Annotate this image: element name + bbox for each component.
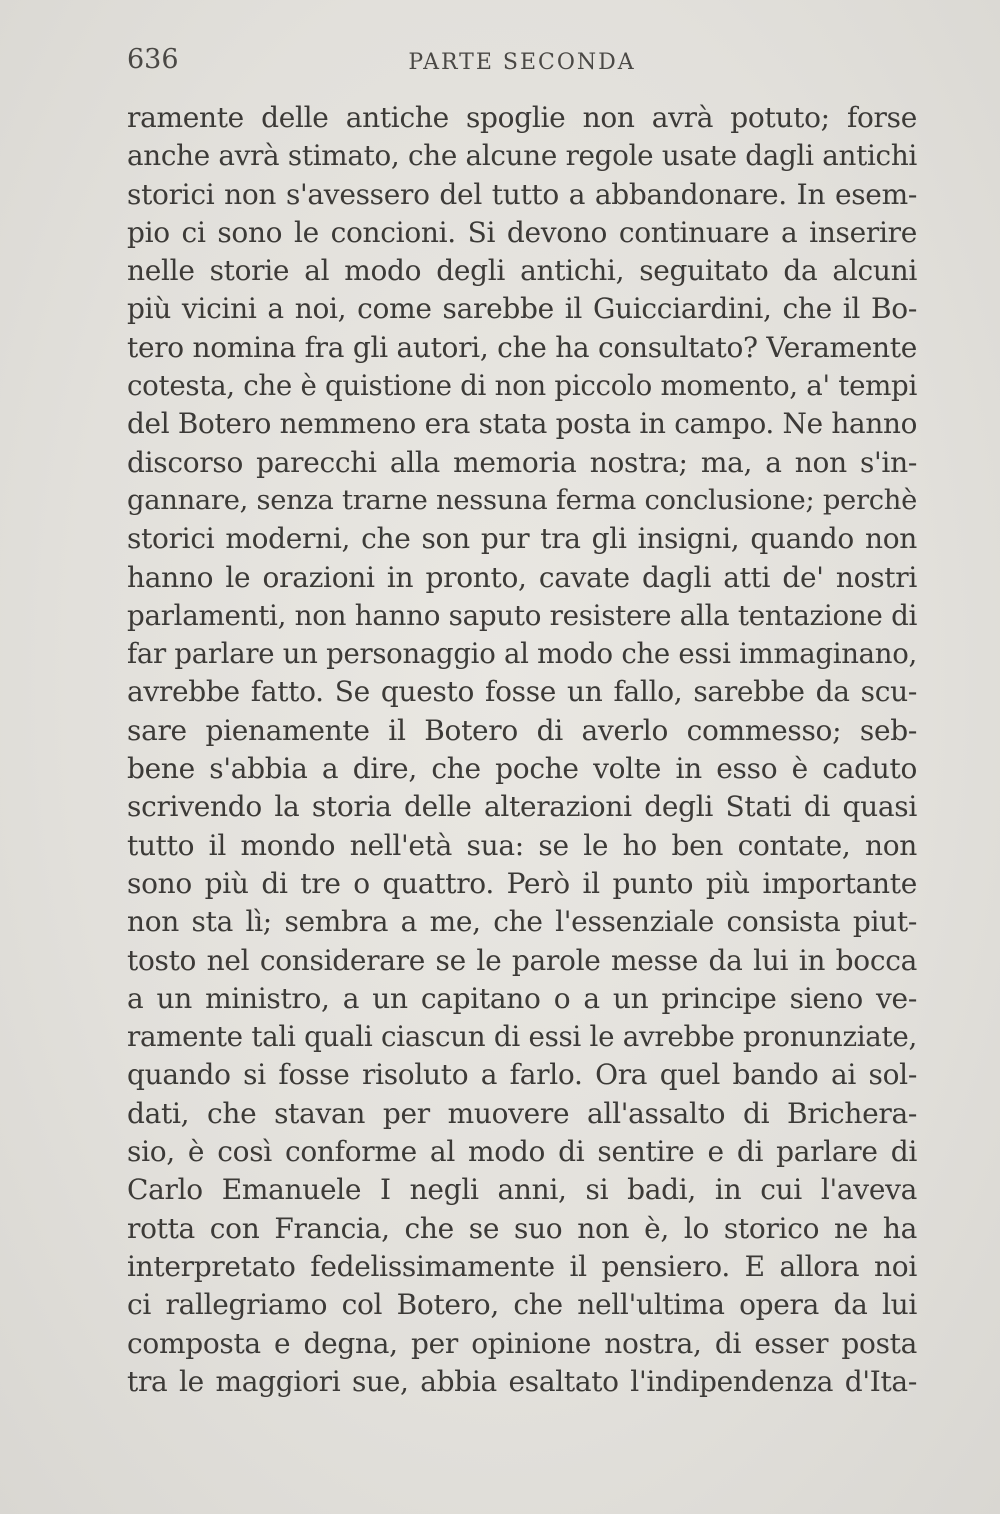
text-line: più vicini a noi, come sarebbe il Guicciardini, che il Bo- <box>127 292 917 326</box>
text-line: sare pienamente il Botero di averlo commesso; seb- <box>127 713 917 747</box>
text-line: sono più di tre o quattro. Però il punto più importante <box>127 866 917 900</box>
text-line: ramente delle antiche spoglie non avrà potuto; forse <box>127 101 917 134</box>
page-header <box>127 40 917 80</box>
text-line: bene s'abbia a dire, che poche volte in esso è caduto <box>127 752 917 786</box>
text-line: pio ci sono le concioni. Si devono continuare a inserire <box>127 215 917 249</box>
text-line: avrebbe fatto. Se questo fosse un fallo, sarebbe da scu- <box>127 675 917 709</box>
text-line: nelle storie al modo degli antichi, seguitato da alcuni <box>127 254 917 288</box>
body-text <box>127 99 917 1401</box>
text-line: rotta con Francia, che se suo non è, lo storico ne ha <box>127 1211 917 1245</box>
text-line: composta e degna, per opinione nostra, di esser posta <box>127 1326 917 1360</box>
text-line: non sta lì; sembra a me, che l'essenziale consista piut- <box>127 905 917 939</box>
text-line: tosto nel considerare se le parole messe da lui in bocca <box>127 943 917 977</box>
text-line: tutto il mondo nell'età sua: se le ho ben contate, non <box>127 828 917 862</box>
text-line: del Botero nemmeno era stata posta in campo. Ne hanno <box>127 407 918 441</box>
text-line: tero nomina fra gli autori, che ha consultato? Veramente <box>127 330 917 364</box>
text-line: discorso parecchi alla memoria nostra; ma, a non s'in- <box>127 445 917 479</box>
text-line: ramente tali quali ciascun di essi le avrebbe pronunziate, <box>127 1020 917 1054</box>
text-line: storici moderni, che son pur tra gli insigni, quando non <box>127 522 917 556</box>
running-head: PARTE SECONDA <box>408 50 636 75</box>
text-line: gannare, senza trarne nessuna ferma conclusione; perchè <box>127 484 917 516</box>
text-line: anche avrà stimato, che alcune regole usate dagli antichi <box>127 139 917 173</box>
page-number: 636 <box>127 44 179 75</box>
text-line: far parlare un personaggio al modo che essi immaginano, <box>127 638 917 671</box>
text-line: interpretato fedelissimamente il pensiero. E allora noi <box>127 1249 917 1283</box>
text-line: a un ministro, a un capitano o a un principe sieno ve- <box>127 981 917 1015</box>
text-line: tra le maggiori sue, abbia esaltato l'indipendenza d'Ita- <box>127 1364 917 1398</box>
text-line: parlamenti, non hanno saputo resistere alla tentazione di <box>127 598 918 632</box>
text-line: hanno le orazioni in pronto, cavate dagli atti de' nostri <box>127 560 917 594</box>
text-line: quando si fosse risoluto a farlo. Ora quel bando ai sol- <box>127 1058 917 1092</box>
text-line: scrivendo la storia delle alterazioni degli Stati di quasi <box>127 790 917 824</box>
text-line: storici non s'avessero del tutto a abbandonare. In esem- <box>127 177 917 211</box>
text-line: sio, è così conforme al modo di sentire e di parlare di <box>127 1135 917 1169</box>
text-line: cotesta, che è quistione di non piccolo momento, a' tempi <box>127 369 917 403</box>
text-line: ci rallegriamo col Botero, che nell'ultima opera da lui <box>127 1288 917 1322</box>
text-line: dati, che stavan per muovere all'assalto di Brichera- <box>127 1096 917 1130</box>
text-line: Carlo Emanuele I negli anni, si badi, in cui l'aveva <box>127 1173 917 1207</box>
